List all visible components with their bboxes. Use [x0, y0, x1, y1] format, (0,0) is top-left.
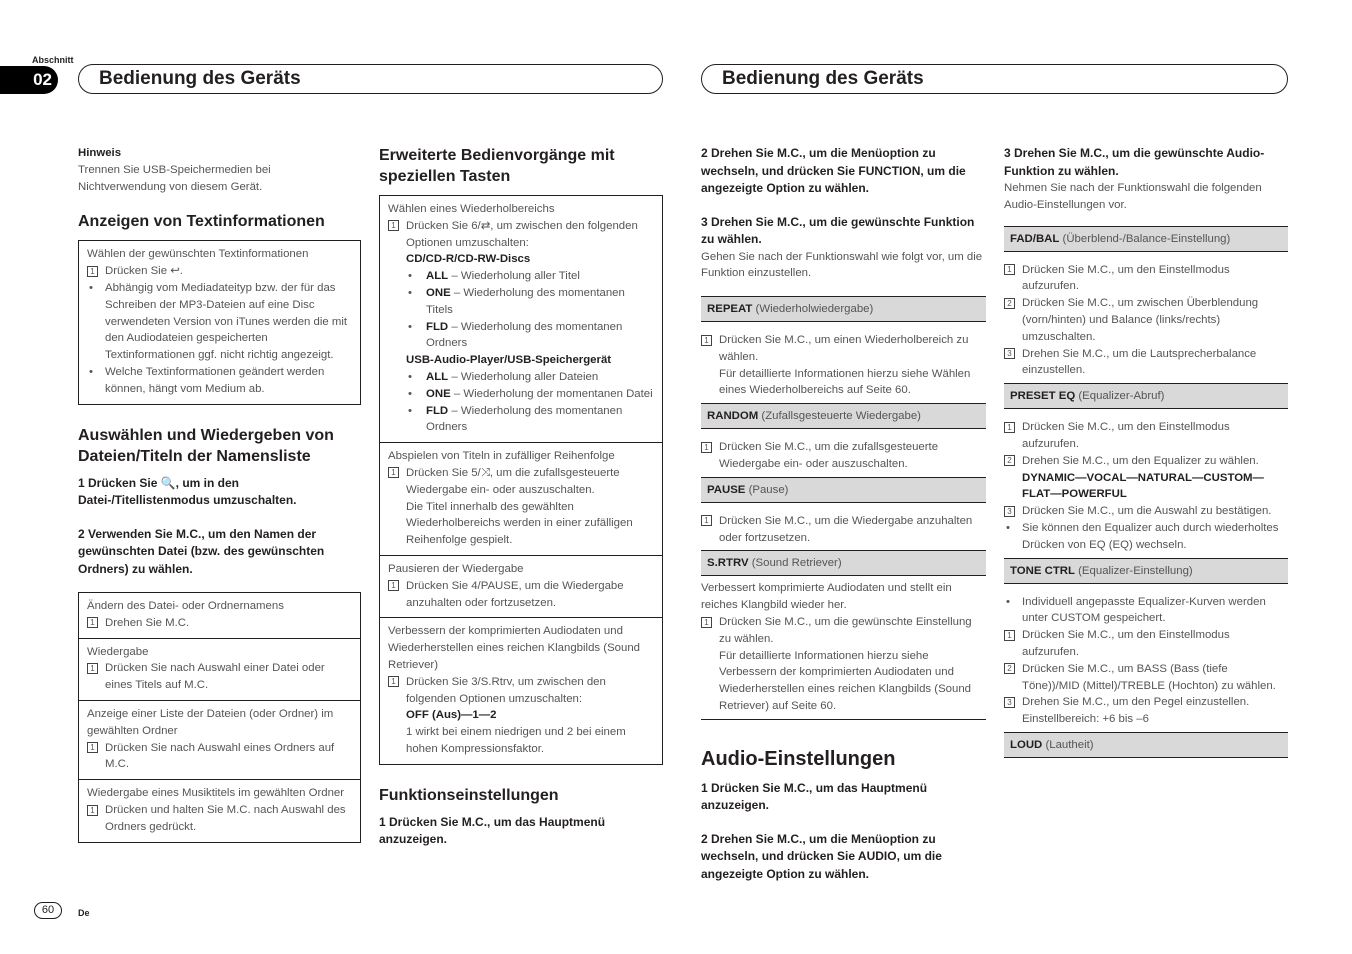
box-row-title: Ändern des Datei- oder Ordnernamens [87, 600, 284, 613]
pause-step: Drücken Sie 4/PAUSE, um die Wiedergabe anzuhalten oder fortzusetzen. [406, 579, 624, 609]
pause-func-step: Drücken Sie M.C., um die Wiedergabe anzuhalten oder fortzusetzen. [719, 514, 973, 544]
fad-bar-key: FAD/BAL [1010, 232, 1060, 245]
random-bar-desc: (Zufallsgesteuerte Wiedergabe) [758, 410, 921, 423]
textinfo-bullet: Welche Textinformationen geändert werden können, hängt vom Medium ab. [105, 365, 325, 395]
option-text: – Wiederholung aller Dateien [448, 370, 599, 383]
pause-bar-key: PAUSE [707, 483, 746, 496]
loud-bar-desc: (Lautheit) [1042, 738, 1094, 751]
srtrv-func-text: Verbessert komprimierte Audiodaten und stellt ein reiches Klangbild wieder her. [701, 582, 952, 612]
repeat-bar-desc: (Wiederholwiedergabe) [752, 303, 874, 316]
box-row-step: Drücken Sie nach Auswahl eines Ordners auf M.C. [105, 741, 335, 771]
box-row-title: Wiedergabe [87, 645, 149, 658]
func-step-3: 3 Drehen Sie M.C., um die gewünschte Funktion zu wählen. [701, 214, 975, 246]
box-row-title: Wiedergabe eines Musiktitels im gewählten Ordner [87, 787, 345, 800]
preset-step: Drehen Sie M.C., um den Equalizer zu wählen. [1022, 454, 1259, 467]
tone-step: Drücken Sie M.C., um BASS (Bass (tiefe Töne))/MID (Mittel)/TREBLE (Hochton) zu wählen. [1022, 662, 1276, 692]
hinweis-title: Hinweis [78, 147, 122, 159]
preset-step: Drücken Sie M.C., um die Auswahl zu bestätigen. [1022, 505, 1272, 518]
audio-step-3: 3 Drehen Sie M.C., um die gewünschte Audio-Funktion zu wählen. [1004, 146, 1265, 178]
auswaehlen-heading: Auswählen und Wiedergeben von Dateien/Titeln der Namensliste [78, 426, 334, 465]
left-page-title: Bedienung des Geräts [78, 64, 663, 94]
funktion-heading: Funktionseinstellungen [379, 786, 559, 804]
tone-step: Drehen Sie M.C., um den Pegel einzustellen. [1022, 696, 1250, 709]
tone-bar-key: TONE CTRL [1010, 564, 1075, 577]
tone-bullet: Individuell angepasste Equalizer-Kurven werden unter CUSTOM gespeichert. [1022, 595, 1266, 625]
repeat-bar-key: REPEAT [707, 303, 753, 316]
srtrv-func-ref: Für detaillierte Informationen hierzu siehe Verbessern der komprimierten Audiodaten und Wiederherstellen eines reichen Klangbilds (Sound Retriever) auf Seite 60. [701, 648, 986, 720]
box-row-step: Drehen Sie M.C. [105, 616, 190, 629]
column-4: 3 Drehen Sie M.C., um die gewünschte Audio-Funktion zu wählen. Nehmen Sie nach der Funktionswahl die folgenden Audio-Einstellungen vor. FAD/BAL (Überblend-/Balance-Einstellung) 1 Drücken Sie M.C., um den Einstellmodus aufzurufen. 2 Drücken Sie M.C., um zwischen Überblendung (vorn/hinten) und Balance (links/rechts) umzuschalten. 3 Drehen Sie M.C., um die Lautsprecherbalance einzustellen. PRESET EQ (Equalizer-Abruf) 1 Drücken Sie M.C., um den Einstellmodus aufzurufen. 2 Drehen Sie M.C., um den Equalizer zu wählen. DYNAMIC—VOCAL—NATURAL—CUSTOM—FLAT—POWERFUL 3 Drücken Sie M.C., um die Auswahl zu bestätigen. • Sie können den Equalizer auch durch wiederholtes Drücken von EQ (EQ) wechseln. TONE CTRL (Equalizer-Einstellung) • Individuell angepasste Equalizer-Kurven werden unter CUSTOM gespeichert. 1 Drücken Sie M.C., um den Einstellmodus aufzurufen. 2 Drücken Sie M.C., um BASS (Bass (tiefe Töne))/MID (Mittel)/TREBLE (Hochton) zu wählen. 3 Drehen Sie M.C., um den Pegel einzustellen. Einstellbereich: +6 bis –6 LOUD (Lautheit) [1004, 145, 1288, 768]
page-number: 60 [34, 902, 62, 919]
srtrv-func-step: Drücken Sie M.C., um die gewünschte Einstellung zu wählen. [719, 616, 972, 645]
audio-step-1: 1 Drücken Sie M.C., um das Hauptmenü anzuzeigen. [701, 780, 928, 813]
repeat-func-step: Drücken Sie M.C., um einen Wiederholbereich zu wählen. [719, 334, 969, 363]
tone-bar-desc: (Equalizer-Einstellung) [1074, 564, 1193, 577]
loud-bar-key: LOUD [1010, 738, 1043, 751]
hinweis-text: Trennen Sie USB-Speichermedien bei Nichtverwendung von diesem Gerät. [78, 163, 271, 193]
option-key: ONE [426, 387, 451, 400]
preset-bar-desc: (Equalizer-Abruf) [1075, 390, 1165, 403]
box-row-step: Drücken Sie nach Auswahl einer Datei oder eines Titels auf M.C. [105, 662, 325, 692]
repeat-func-ref: Für detaillierte Informationen hierzu siehe Wählen eines Wiederholbereichs auf Seite 60. [719, 367, 971, 397]
pause-bar-desc: (Pause) [745, 483, 789, 496]
column-3: 2 Drehen Sie M.C., um die Menüoption zu wechseln, und drücken Sie FUNCTION, um die angezeigte Option zu wählen. 3 Drehen Sie M.C., um die gewünschte Funktion zu wählen. Gehen Sie nach der Funktionswahl wie folgt vor, um die Funktion einzustellen. REPEAT (Wiederholwiedergabe) 1 Drücken Sie M.C., um einen Wiederholbereich zu wählen. Für detaillierte Informationen hierzu siehe Wählen eines Wiederholbereichs auf Seite 60. RANDOM (Zufallsgesteuerte Wiedergabe) 1 Drücken Sie M.C., um die zufallsgesteuerte Wiedergabe ein- oder auszuschalten. PAUSE (Pause) 1 Drücken Sie M.C., um die Wiedergabe anzuhalten oder fortzusetzen. S.RTRV (Sound Retriever) Verbessert komprimierte Audiodaten und stellt ein reiches Klangbild wieder her. 1 Drücken Sie M.C., um die gewünschte Einstellung zu wählen. Für detaillierte Informationen hierzu siehe Verbessern der komprimierten Audiodaten und Wiederherstellen eines reichen Klangbilds (Sound Retriever) auf Seite 60. Audio-Einstellungen 1 Drücken Sie M.C., um das Hauptmenü anzuzeigen. 2 Drehen Sie M.C., um die Menüoption zu wechseln, und drücken Sie AUDIO, um die angezeigte Option zu wählen. [701, 145, 986, 883]
option-key: FLD [426, 404, 449, 417]
box-row-title: Anzeige einer Liste der Dateien (oder Ordner) im gewählten Ordner [87, 708, 334, 737]
usb-title: USB-Audio-Player/USB-Speichergerät [406, 354, 612, 367]
option-text: – Wiederholung der momentanen Datei [450, 387, 653, 400]
srtrv-step: Drücken Sie 3/S.Rtrv, um zwischen den folgenden Optionen umzuschalten: [406, 675, 606, 705]
cd-title: CD/CD-R/CD-RW-Discs [406, 253, 531, 266]
random-title: Abspielen von Titeln in zufälliger Reihenfolge [388, 450, 615, 463]
textinfo-box-title: Wählen der gewünschten Textinformationen [87, 248, 309, 261]
audio-step-3-text: Nehmen Sie nach der Funktionswahl die folgenden Audio-Einstellungen vor. [1004, 182, 1262, 211]
special-keys-box: Wählen eines Wiederholbereichs 1 Drücken Sie 6/⇄, um zwischen den folgenden Optionen umzuschalten: CD/CD-R/CD-RW-Discs • ALL – Wiederholung aller Titel • ONE – Wiederholung des momentanen Titels • FLD – Wiederholung des momentanen Ordners USB-Audio-Player/USB-Speichergerät • ALL – Wiederholung aller Dateien • ONE – Wiederholung der momentanen Datei • FLD – Wiederholung des momentanen Ordners Abspielen von Titeln in zufälliger Reihenfolge 1 Drücken Sie 5/⤨, um die zufallsgesteuerte Wiedergabe ein- oder auszuschalten. Die Titel innerhalb des gewählten Wiederholbereichs werden in einer zufälligen Reihenfolge gespielt. Pausieren der Wiedergabe 1 Drücken Sie 4/PAUSE, um die Wiedergabe anzuhalten oder fortzusetzen. Verbessern der komprimierten Audiodaten und Wiederherstellen eines reichen Klangbilds (Sound Retriever) 1 Drücken Sie 3/S.Rtrv, um zwischen den folgenden Optionen umzuschalten: OFF (Aus)—1—2 1 wirkt bei einem niedrigen und 2 bei einem hohen Kompressionsfaktor. [379, 195, 663, 765]
step-2: 2 Verwenden Sie M.C., um den Namen der gewünschten Datei (bzw. des gewünschten Ordners) zu wählen. [78, 526, 325, 576]
audio-heading: Audio-Einstellungen [701, 747, 896, 770]
func-step-1: 1 Drücken Sie M.C., um das Hauptmenü anzuzeigen. [379, 814, 606, 847]
option-key: ALL [426, 370, 449, 383]
fad-bar-desc: (Überblend-/Balance-Einstellung) [1059, 232, 1231, 245]
tone-range: Einstellbereich: +6 bis –6 [1022, 713, 1149, 726]
column-2 [379, 145, 663, 849]
option-key: FLD [426, 320, 449, 333]
pause-title: Pausieren der Wiedergabe [388, 562, 524, 575]
fad-step: Drücken Sie M.C., um zwischen Überblendung (vorn/hinten) und Balance (links/rechts) umzuschalten. [1022, 297, 1259, 343]
random-note: Die Titel innerhalb des gewählten Wiederholbereichs werden in einer zufälligen Reihenfolge gespielt. [406, 500, 633, 547]
func-step-3-text: Gehen Sie nach der Funktionswahl wie folgt vor, um die Funktion einzustellen. [701, 250, 983, 280]
random-func-step: Drücken Sie M.C., um die zufallsgesteuerte Wiedergabe ein- oder auszuschalten. [719, 441, 939, 471]
func-step-2: 2 Drehen Sie M.C., um die Menüoption zu wechseln, und drücken Sie FUNCTION, um die angezeigte Option zu wählen. [701, 146, 966, 195]
preset-options: DYNAMIC—VOCAL—NATURAL—CUSTOM—FLAT—POWERFUL [1022, 471, 1264, 501]
random-step: Drücken Sie 5/⤨, um die zufallsgesteuerte Wiedergabe ein- oder auszuschalten. [406, 466, 620, 496]
box-row-step: Drücken und halten Sie M.C. nach Auswahl des Ordners gedrückt. [105, 804, 346, 833]
textinfo-box: Wählen der gewünschten Textinformationen 1 Drücken Sie ↩. • Abhängig vom Mediadateityp bzw. der für das Schreiben der MP3-Dateien auf eine Disc verwendeten Version von iTunes werden die mit den Audiodateien gespeicherten Textinformationen ggf. nicht richtig angezeigt. • Welche Textinformationen geändert werden können, hängt vom Medium ab. [78, 240, 361, 404]
erweiterte-heading: Erweiterte Bedienvorgänge mit speziellen Tasten [379, 147, 615, 185]
namelist-box: Ändern des Datei- oder Ordnernamens 1 Drehen Sie M.C. Wiedergabe 1 Drücken Sie nach Auswahl einer Datei oder eines Titels auf M.C. Anzeige einer Liste der Dateien (oder Ordner) im gewählten Ordner 1 Drücken Sie nach Auswahl eines Ordners auf M.C. Wiedergabe eines Musiktitels im gewählten Ordner 1 Drücken und halten Sie M.C. nach Auswahl des Ordners gedrückt. [78, 592, 361, 843]
option-text: – Wiederholung des momentanen Ordners [426, 404, 623, 434]
column-1 [78, 145, 361, 859]
preset-bar-key: PRESET EQ [1010, 390, 1076, 403]
random-bar-key: RANDOM [707, 410, 759, 423]
preset-step: Drücken Sie M.C., um den Einstellmodus aufzurufen. [1022, 421, 1230, 450]
option-key: ONE [426, 286, 451, 299]
srtrv-title: Verbessern der komprimierten Audiodaten und Wiederherstellen eines reichen Klangbilds (Sound Retriever) [388, 625, 641, 671]
option-key: ALL [426, 270, 449, 283]
repeat-title: Wählen eines Wiederholbereichs [388, 203, 555, 215]
srtrv-options: OFF (Aus)—1—2 [406, 709, 497, 722]
repeat-step: Drücken Sie 6/⇄, um zwischen den folgenden Optionen umzuschalten: [406, 219, 638, 249]
option-text: – Wiederholung des momentanen Titels [426, 286, 625, 316]
language-code: De [78, 908, 90, 918]
option-text: – Wiederholung aller Titel [448, 270, 580, 283]
audio-step-2: 2 Drehen Sie M.C., um die Menüoption zu wechseln, und drücken Sie AUDIO, um die angezeigte Option zu wählen. [701, 831, 942, 881]
section-label: Abschnitt [32, 55, 74, 65]
anzeigen-heading: Anzeigen von Textinformationen [78, 213, 325, 231]
fad-step: Drehen Sie M.C., um die Lautsprecherbalance einzustellen. [1022, 347, 1257, 377]
tone-step: Drücken Sie M.C., um den Einstellmodus aufzurufen. [1022, 629, 1230, 658]
step-1: 1 Drücken Sie 🔍, um in den Datei-/Titellistenmodus umzuschalten. [78, 475, 297, 508]
right-page-title: Bedienung des Geräts [701, 64, 1288, 94]
textinfo-bullet: Abhängig vom Mediadateityp bzw. der für das Schreiben der MP3-Dateien auf eine Disc verwendeten Version von iTunes werden die mit den Audiodateien gespeicherten Textinformationen ggf. nicht richtig angezeigt. [105, 281, 348, 362]
srtrv-note: 1 wirkt bei einem niedrigen und 2 bei einem hohen Kompressionsfaktor. [406, 726, 626, 755]
fad-step: Drücken Sie M.C., um den Einstellmodus aufzurufen. [1022, 263, 1230, 293]
preset-bullet: Sie können den Equalizer auch durch wiederholtes Drücken von EQ (EQ) wechseln. [1022, 521, 1279, 551]
srtrv-bar-desc: (Sound Retriever) [748, 557, 842, 570]
srtrv-bar-key: S.RTRV [707, 557, 749, 570]
section-number: 02 [0, 66, 58, 94]
option-text: – Wiederholung des momentanen Ordners [426, 320, 623, 350]
textinfo-step: Drücken Sie ↩. [105, 265, 183, 278]
